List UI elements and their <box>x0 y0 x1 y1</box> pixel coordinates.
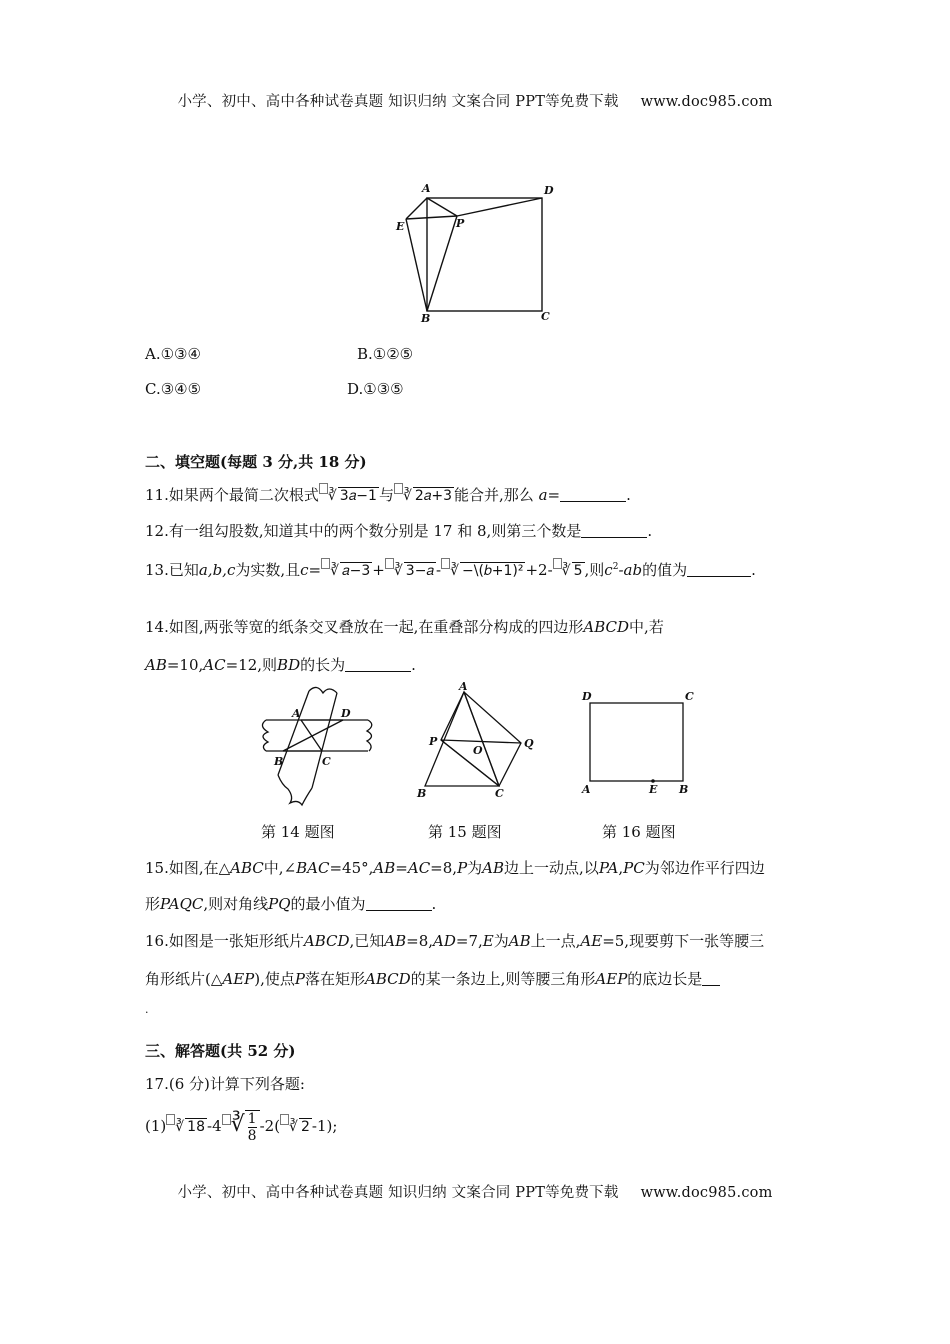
fig14-label-b: B <box>274 755 284 768</box>
option-c: C.③④⑤ <box>145 380 202 398</box>
q15-m6: 边上一动点,以 <box>504 859 599 877</box>
q16-abcd2: ABCD <box>365 970 411 988</box>
q14-ab: AB <box>145 656 167 674</box>
q17-radical-1: 18 <box>187 1119 205 1135</box>
question-13: 13.已知a,b,c为实数,且c= ∛ 𝑎−3 + ∛ 3−𝑎 - ∛ −\(𝑏+1)² +2- ∛ 5 ,则$c^2-ab$的值为 . <box>145 558 756 580</box>
q13-minus: - <box>436 561 442 579</box>
q13-pre: 13.已知 <box>145 561 199 579</box>
fig-top-label-e: E <box>396 220 405 233</box>
q15-pa: PA <box>598 859 619 877</box>
question-15-line-1 <box>145 857 765 878</box>
q13-vars: a,b,c <box>198 561 236 579</box>
q15-bac: BAC <box>296 859 330 877</box>
q11-radical-2: 2𝑎+3 <box>414 488 453 504</box>
q15-m8: 为邻边作平行四边 <box>644 859 765 877</box>
q15-ab: AB <box>373 859 396 877</box>
q11-var: a <box>538 486 548 504</box>
q13-post: 的值为 <box>642 561 688 579</box>
q12-text: 12.有一组勾股数,知道其中的两个数分别是 17 和 8,则第三个数是 <box>145 522 582 540</box>
q13-sup: 2 <box>612 562 619 572</box>
fig16-label-c: C <box>685 690 694 703</box>
fig15-label-b: B <box>417 787 427 800</box>
question-11: 11.如果两个最简二次根式 ∛ 3𝑎−1 与 ∛ 2𝑎+3 能合并,那么 a= . <box>145 483 631 505</box>
q14-bd: BD <box>277 656 301 674</box>
q16-l2e: 的底边长是 <box>627 970 703 988</box>
q16-p: P <box>294 970 305 988</box>
fig15-label-p: P <box>429 735 438 748</box>
fig-top-label-d: D <box>544 184 554 197</box>
q15-paqc: PAQC <box>160 895 204 913</box>
q16-e: E <box>482 932 494 950</box>
q16-l2b: ),使点 <box>254 970 295 988</box>
q16-ae: AE <box>580 932 603 950</box>
q17-num: 1 <box>247 1111 257 1127</box>
q16-aep: AEP <box>222 970 255 988</box>
option-d: D.①③⑤ <box>347 380 404 398</box>
page-header <box>0 90 950 111</box>
question-17-title: 17.(6 分)计算下列各题: <box>145 1075 305 1093</box>
q15-m4: =8, <box>430 859 458 877</box>
q11-pre: 11.如果两个最简二次根式 <box>145 486 319 504</box>
question-15-line-2 <box>145 893 436 914</box>
question-17-part-1: (1) ∛ 18 -4 ∛ $\frac{1}{8}$ -2( ∛ 2 -1); <box>145 1111 338 1144</box>
q13-end: . <box>751 561 756 579</box>
q15-p: P <box>457 859 468 877</box>
caption-15: 第 15 题图 <box>428 823 502 841</box>
fig14-label-c: C <box>322 755 331 768</box>
q16-m2: =8, <box>406 932 434 950</box>
figure-16 <box>578 685 698 800</box>
q13-tail-1: +2- <box>525 561 553 579</box>
q17-radical-2: 2 <box>300 1119 310 1135</box>
q14-line2-end: 的长为 <box>300 656 346 674</box>
q16-answer-blank <box>702 971 720 986</box>
footer-site: www.doc985.com <box>640 1185 773 1201</box>
option-b: B.①②⑤ <box>357 345 414 363</box>
figure-14 <box>252 683 384 811</box>
q12-end: . <box>647 522 653 540</box>
q17-m3: -1); <box>311 1117 338 1135</box>
question-16-line-1 <box>145 930 764 951</box>
fig-top-label-a: A <box>422 182 431 195</box>
q14-end: . <box>411 656 416 674</box>
q13-radical-1: 𝑎−3 <box>342 563 371 579</box>
q14-line1-end: 中,若 <box>629 618 664 636</box>
header-text: 小学、初中、高中各种试卷真题 知识归纳 文案合同 PPT等免费下载 <box>177 94 619 110</box>
fig15-label-o: O <box>473 744 483 757</box>
fig16-label-d: D <box>582 690 592 703</box>
fig-top-label-b: B <box>421 312 431 325</box>
q15-m1: 中,∠ <box>263 859 297 877</box>
q16-l2c: 落在矩形 <box>304 970 365 988</box>
caption-14: 第 14 题图 <box>261 823 335 841</box>
question-12 <box>145 520 652 541</box>
q17-den: 8 <box>247 1128 257 1144</box>
square-figure <box>392 180 562 325</box>
q15-m3: = <box>395 859 408 877</box>
q14-ac: AC <box>203 656 226 674</box>
q15-pq: PQ <box>268 895 291 913</box>
q11-post: 能合并,那么 <box>454 486 534 504</box>
question-16-line-2 <box>145 968 720 989</box>
option-a: A.①③④ <box>145 345 201 363</box>
q11-mid: 与 <box>378 486 394 504</box>
footer-text: 小学、初中、高中各种试卷真题 知识归纳 文案合同 PPT等免费下载 <box>177 1185 619 1201</box>
q17-fraction <box>245 1110 260 1144</box>
fig16-label-e: E <box>649 783 658 796</box>
question-14-line-2 <box>145 654 416 675</box>
q11-radical-1: 3𝑎−1 <box>339 488 377 504</box>
q15-pc: PC <box>623 859 645 877</box>
fig15-label-c: C <box>495 787 504 800</box>
q14-answer-blank <box>345 657 411 672</box>
q16-abcd: ABCD <box>303 932 350 950</box>
q13-plus: + <box>372 561 385 579</box>
question-14-line-1 <box>145 616 664 637</box>
q17-m2: -2( <box>259 1117 281 1135</box>
fig14-label-d: D <box>341 707 351 720</box>
q13-radical-3: −\(𝑏+1)² <box>462 563 524 579</box>
q13-radical-4: 5 <box>573 563 583 579</box>
q11-eq: = <box>547 486 561 504</box>
q13-expr-c: c <box>604 561 613 579</box>
q16-ab2: AB <box>508 932 531 950</box>
q15-l2b: ,则对角线 <box>203 895 269 913</box>
q15-l2c: 的最小值为 <box>290 895 366 913</box>
q13-answer-blank <box>687 562 751 577</box>
fig15-label-a: A <box>459 680 468 693</box>
q16-m1: ,已知 <box>349 932 385 950</box>
q16-l2a: 角形纸片(△ <box>145 970 223 988</box>
q16-m4: 为 <box>493 932 509 950</box>
fig-top-label-p: P <box>456 217 465 230</box>
q15-m5: 为 <box>467 859 483 877</box>
q15-pre: 15.如图,在△ <box>145 859 231 877</box>
q17-p1: (1) <box>145 1117 167 1135</box>
caption-16: 第 16 题图 <box>602 823 676 841</box>
figure-15 <box>415 680 540 802</box>
fig16-label-a: A <box>582 783 591 796</box>
section-2-title: 二、填空题(每题 3 分,共 18 分) <box>145 453 367 471</box>
q15-m2: =45°, <box>329 859 374 877</box>
q13-tail-2: ,则 <box>584 561 605 579</box>
q13-mid: 为实数,且 <box>235 561 301 579</box>
q16-m5: 上一点, <box>530 932 581 950</box>
q11-end: . <box>626 486 631 504</box>
q15-ab2: AB <box>482 859 505 877</box>
fig14-label-a: A <box>292 707 301 720</box>
q16-m3: =7, <box>455 932 483 950</box>
q16-pre: 16.如图是一张矩形纸片 <box>145 932 304 950</box>
q16-aep2: AEP <box>595 970 628 988</box>
q16-l2d: 的某一条边上,则等腰三角形 <box>410 970 596 988</box>
fig16-label-b: B <box>679 783 689 796</box>
q13-c: c <box>300 561 309 579</box>
q17-m1: -4 <box>207 1117 222 1135</box>
q14-ab-val: =10, <box>166 656 204 674</box>
q16-ab: AB <box>384 932 407 950</box>
section-3-title: 三、解答题(共 52 分) <box>145 1042 296 1060</box>
q11-answer-blank <box>560 487 626 502</box>
q14-line1: 14.如图,两张等宽的纸条交叉叠放在一起,在重叠部分构成的四边形 <box>145 618 584 636</box>
q13-expr-rest: -ab <box>618 561 643 579</box>
q15-l2a: 形 <box>145 895 161 913</box>
q15-end: . <box>431 895 437 913</box>
q13-radical-2: 3−𝑎 <box>405 563 435 579</box>
q15-m7: , <box>618 859 624 877</box>
page-footer <box>0 1181 950 1202</box>
header-site: www.doc985.com <box>640 94 773 110</box>
q14-ac-val: =12,则 <box>225 656 278 674</box>
q12-answer-blank <box>581 523 647 538</box>
q15-abc: ABC <box>230 859 264 877</box>
q15-ac: AC <box>407 859 431 877</box>
question-16-line-3: . <box>145 1003 149 1016</box>
fig-top-label-c: C <box>541 310 550 323</box>
q13-eq: = <box>308 561 322 579</box>
q14-abcd: ABCD <box>583 618 630 636</box>
q16-m6: =5,现要剪下一张等腰三 <box>602 932 765 950</box>
q16-ad: AD <box>433 932 456 950</box>
q15-answer-blank <box>366 896 432 911</box>
fig15-label-q: Q <box>524 737 534 750</box>
